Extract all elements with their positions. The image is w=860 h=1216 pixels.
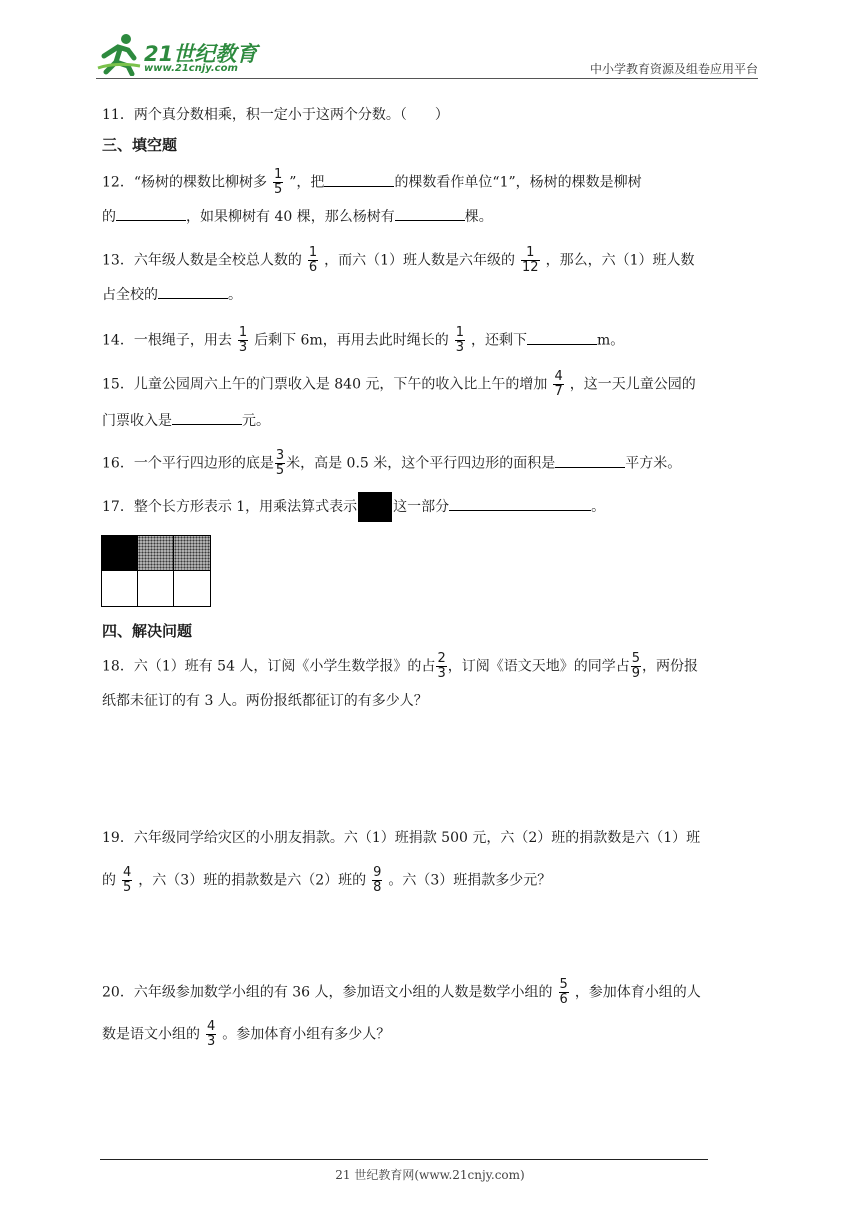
q16-text-c: 平方米。 <box>625 455 682 472</box>
q17-text-b: 这一部分 <box>393 499 450 515</box>
fraction-denominator: 8 <box>373 880 382 895</box>
q19-text-c: ，六（3）班的捐款数是六（2）班的 <box>138 872 367 889</box>
grid-cell-dotted <box>174 536 210 571</box>
fraction-denominator: 6 <box>559 992 568 1007</box>
fraction-denominator: 5 <box>123 880 132 895</box>
fraction-numerator: 1 <box>521 246 540 261</box>
fraction <box>521 246 540 275</box>
q14-text-c: ，还剩下 <box>471 332 528 349</box>
fraction-numerator: 4 <box>207 1019 216 1034</box>
question-13-line2 <box>102 284 242 305</box>
question-18 <box>102 652 698 681</box>
grid-divider <box>102 570 210 571</box>
question-20 <box>102 978 701 1007</box>
q17-text-c: 。 <box>591 499 606 515</box>
section-fill-in: 三、填空题 <box>102 136 178 154</box>
q15-text-c: 门票收入是 <box>102 413 172 429</box>
question-16 <box>102 449 681 478</box>
question-12-line2 <box>102 206 493 227</box>
platform-name: 中小学教育资源及组卷应用平台 <box>589 62 758 76</box>
answer-blank[interactable] <box>395 206 465 221</box>
q12-text-b: ”，把 <box>289 174 325 191</box>
fraction-numerator: 1 <box>273 167 283 182</box>
header-divider <box>96 78 758 79</box>
q13-text-e: 。 <box>228 287 242 303</box>
fraction-denominator: 3 <box>437 666 446 681</box>
q19-text-b: 的 <box>102 872 116 889</box>
answer-blank[interactable] <box>172 410 242 425</box>
fraction-denominator: 5 <box>275 463 285 478</box>
fraction-numerator: 5 <box>631 651 640 666</box>
question-12 <box>102 168 642 197</box>
grid-cell-dotted <box>138 536 174 571</box>
question-11-text: 11．两个真分数相乘，积一定小于这两个分数。（ ） <box>102 107 449 123</box>
fraction-numerator: 1 <box>308 245 318 260</box>
q15-text-d: 元。 <box>242 413 270 429</box>
question-15-line2 <box>102 410 270 431</box>
fraction-denominator: 3 <box>455 340 465 355</box>
question-17 <box>102 492 605 522</box>
fraction <box>238 326 248 355</box>
fraction-numerator: 3 <box>275 448 285 463</box>
answer-blank[interactable] <box>449 496 591 511</box>
footer-text: 21 世纪教育网(www.21cnjy.com) <box>335 1168 525 1182</box>
q20-text-b: ，参加体育小组的人 <box>574 984 701 1001</box>
fraction-numerator: 5 <box>559 977 568 992</box>
q16-text-a: 16．一个平行四边形的底是 <box>102 455 274 472</box>
grid-divider <box>137 536 138 606</box>
logo <box>96 30 266 78</box>
fraction-denominator: 6 <box>308 260 318 275</box>
q14-text-b: 后剩下 6m，再用去此时绳长的 <box>254 332 449 349</box>
fraction <box>553 370 563 399</box>
page-header <box>96 30 758 78</box>
q13-text-b: ，而六（1）班人数是六年级的 <box>324 252 516 269</box>
fraction-denominator: 3 <box>207 1034 216 1049</box>
fraction <box>273 168 283 197</box>
fraction-denominator: 3 <box>238 340 248 355</box>
answer-blank[interactable] <box>324 172 394 187</box>
logo-text: 21世纪教育 <box>144 42 258 66</box>
shaded-part-swatch <box>358 492 392 522</box>
q15-text-a: 15．儿童公园周六上午的门票收入是 840 元，下午的收入比上午的增加 <box>102 376 548 393</box>
answer-blank[interactable] <box>555 453 625 468</box>
fraction-numerator: 9 <box>373 865 382 880</box>
logo-url: www.21cnjy.com <box>144 63 238 74</box>
runner-logo-icon <box>96 32 144 76</box>
fraction <box>275 449 285 478</box>
question-15 <box>102 370 696 399</box>
fraction-numerator: 4 <box>554 369 563 384</box>
answer-blank[interactable] <box>116 206 186 221</box>
q12-text-c: 的棵数看作单位“1”，杨树的棵数是柳树 <box>394 174 642 191</box>
q12-text-e: ，如果柳树有 40 棵，那么杨树有 <box>186 209 395 225</box>
q19-text-a: 19．六年级同学给灾区的小朋友捐款。六（1）班捐款 500 元，六（2）班的捐款数是六（1）班 <box>102 830 701 846</box>
q12-text-d: 的 <box>102 209 116 225</box>
fraction <box>559 978 569 1007</box>
footer-divider <box>100 1159 708 1160</box>
q19-text-d: 。六（3）班捐款多少元？ <box>388 872 552 889</box>
fraction-denominator: 7 <box>554 384 563 399</box>
fraction-denominator: 9 <box>631 666 640 681</box>
grid-cell-black <box>102 536 138 571</box>
fraction <box>372 866 382 895</box>
question-14 <box>102 326 624 355</box>
question-11 <box>102 105 449 125</box>
fraction-denominator: 5 <box>273 182 283 197</box>
fraction <box>122 866 132 895</box>
fraction <box>631 652 641 681</box>
q18-text-b: ，订阅《语文天地》的同学占 <box>447 658 630 675</box>
fraction <box>455 326 465 355</box>
fraction-numerator: 2 <box>437 651 446 666</box>
grid-divider <box>173 536 174 606</box>
question-18-line2 <box>102 691 428 711</box>
q20-text-c: 数是语文小组的 <box>102 1026 200 1043</box>
q18-text-d: 纸都未征订的有 3 人。两份报纸都征订的有多少人？ <box>102 693 428 709</box>
q20-text-d: 。参加体育小组有多少人？ <box>222 1026 391 1043</box>
fraction <box>436 652 446 681</box>
q16-text-b: 米，高是 0.5 米，这个平行四边形的面积是 <box>286 455 556 472</box>
q12-text-a: 12．“杨树的棵数比柳树多 <box>102 174 267 191</box>
q20-text-a: 20．六年级参加数学小组的有 36 人，参加语文小组的人数是数学小组的 <box>102 984 553 1001</box>
q14-text-d: m。 <box>597 332 625 349</box>
q13-text-c: ，那么，六（1）班人数 <box>545 252 695 269</box>
q13-text-a: 13．六年级人数是全校总人数的 <box>102 252 302 269</box>
answer-blank[interactable] <box>527 330 597 345</box>
q18-text-c: ，两份报 <box>642 658 698 675</box>
fraction-denominator: 12 <box>522 260 539 275</box>
q14-text-a: 14．一根绳子，用去 <box>102 332 232 349</box>
question-20-line2 <box>102 1020 390 1049</box>
fraction-numerator: 1 <box>455 325 465 340</box>
answer-blank[interactable] <box>158 284 228 299</box>
question-19 <box>102 828 700 848</box>
q12-text-f: 棵。 <box>464 209 493 225</box>
question-19-line2 <box>102 866 551 895</box>
question-13 <box>102 246 695 275</box>
fraction <box>308 246 318 275</box>
fraction <box>206 1020 216 1049</box>
q18-text-a: 18．六（1）班有 54 人，订阅《小学生数学报》的占 <box>102 658 436 675</box>
fraction-numerator: 4 <box>123 865 132 880</box>
section-problem-solving: 四、解决问题 <box>102 622 193 640</box>
q13-text-d: 占全校的 <box>102 287 158 303</box>
rectangle-grid-figure <box>101 535 211 607</box>
fraction-numerator: 1 <box>238 325 248 340</box>
q15-text-b: ，这一天儿童公园的 <box>569 376 696 393</box>
q17-text-a: 17．整个长方形表示 1，用乘法算式表示 <box>102 499 358 515</box>
